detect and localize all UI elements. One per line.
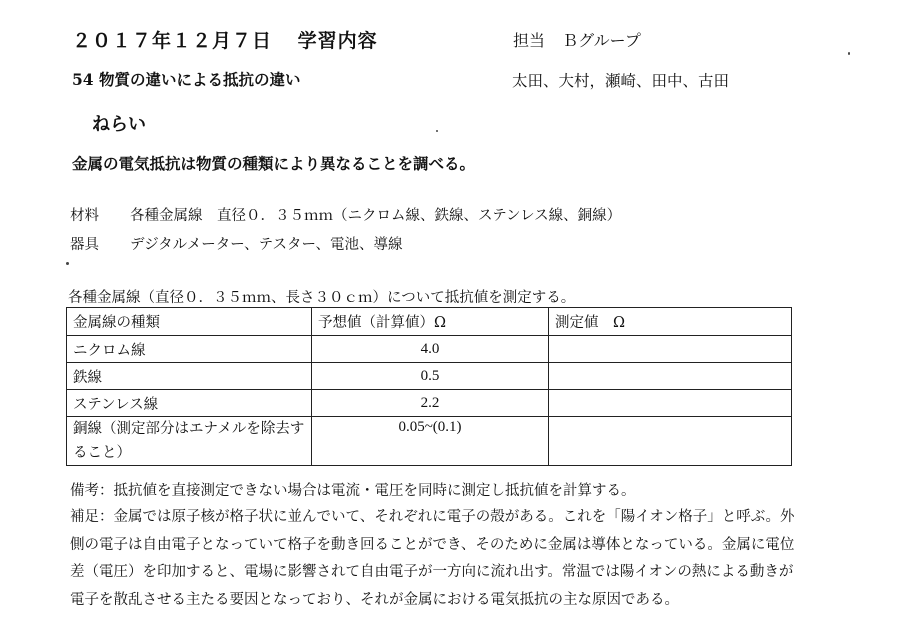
measured-value-cell: [549, 390, 792, 417]
measured-value-cell: [549, 417, 792, 466]
metal-type-cell: ニクロム線: [67, 336, 312, 363]
group-name: Ｂグループ: [562, 31, 641, 50]
materials-label: 材料: [70, 208, 99, 224]
tanto-label: 担当: [513, 31, 546, 50]
metal-type-cell: 鉄線: [67, 363, 312, 390]
table-row: [67, 336, 792, 363]
scan-speck: [66, 262, 69, 265]
header-measured: 測定値 Ω: [549, 308, 792, 336]
table-intro: 各種金属線（直径０．３５ｍｍ、長さ３０ｃｍ）について抵抗値を測定する。: [68, 290, 576, 306]
materials-text: 各種金属線 直径０．３５ｍｍ（ニクロム線、鉄線、ステンレス線、銅線）: [130, 208, 622, 224]
measured-value-cell: [549, 336, 792, 363]
scan-speck: [848, 52, 850, 55]
table-row: [67, 363, 792, 390]
metal-type-cell: ステンレス線: [67, 390, 312, 417]
date-text: ２０１７年１２月７日: [72, 30, 273, 52]
member-names: 太田、大村，瀬崎、田中、古田: [512, 72, 730, 90]
expected-value-cell: 0.05~(0.1): [312, 417, 549, 466]
table-header-row: [67, 308, 792, 336]
table-row: [67, 390, 792, 417]
document-date: [72, 26, 378, 53]
note-text: 備考：抵抗値を直接測定できない場合は電流・電圧を同時に測定し抵抗値を計算する。: [70, 483, 636, 499]
equipment-label: 器具: [70, 237, 99, 253]
equipment-text: デジタルメーター、テスター、電池、導線: [130, 237, 403, 253]
group-assignment: [513, 28, 641, 51]
expected-value-cell: 0.5: [312, 363, 549, 390]
scan-speck: [436, 130, 438, 132]
subject-text: 学習内容: [297, 30, 378, 52]
expected-value-cell: 2.2: [312, 390, 549, 417]
expected-value-cell: 4.0: [312, 336, 549, 363]
resistance-table: [66, 307, 792, 466]
table-row: [67, 417, 792, 466]
measured-value-cell: [549, 363, 792, 390]
aim-heading: ねらい: [92, 114, 146, 135]
topic-title: 54 物質の違いによる抵抗の違い: [72, 70, 301, 89]
supplement-text: 補足：金属では原子核が格子状に並んでいて、それぞれに電子の殻がある。これを「陽イオン格子」と呼ぶ。外側の電子は自由電子となっていて格子を動き回ることができ、そのために金属は導体となっている。金属に電位差（電圧）を印加すると、電場に影響されて自由電子が一方向に流れ出す。常温では陽イオンの熱による動きが電子を散乱させる主たる要因となっており、それが金属における電気抵抗の主な原因である。: [70, 509, 795, 608]
metal-type-cell: 銅線（測定部分はエナメルを除去すること）: [67, 417, 312, 466]
aim-text: 金属の電気抵抗は物質の種類により異なることを調べる。: [72, 154, 476, 173]
header-expected: 予想値（計算値）Ω: [312, 308, 549, 336]
header-metal-type: 金属線の種類: [67, 308, 312, 336]
